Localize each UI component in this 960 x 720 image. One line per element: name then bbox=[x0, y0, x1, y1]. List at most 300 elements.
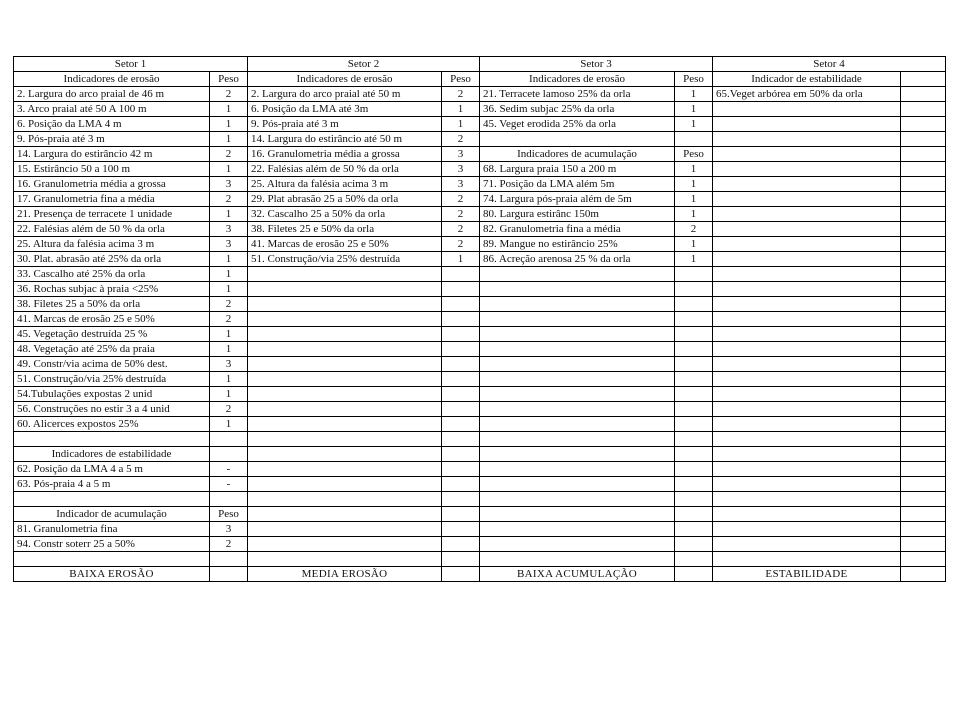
indicator-cell: 41. Marcas de erosão 25 e 50% bbox=[14, 312, 210, 327]
indicator-cell: 14. Largura do estirâncio até 50 m bbox=[248, 132, 442, 147]
indicator-cell: 62. Posição da LMA 4 a 5 m bbox=[14, 462, 210, 477]
weight-cell bbox=[901, 102, 946, 117]
weight-cell: 1 bbox=[210, 327, 248, 342]
weight-cell bbox=[675, 507, 713, 522]
indicator-cell bbox=[713, 102, 901, 117]
indicator-cell bbox=[14, 432, 210, 447]
weight-cell bbox=[442, 342, 480, 357]
indicator-cell bbox=[480, 342, 675, 357]
indicator-cell: 94. Constr soterr 25 a 50% bbox=[14, 537, 210, 552]
table-row bbox=[14, 192, 946, 207]
indicator-cell bbox=[248, 387, 442, 402]
table-row bbox=[14, 162, 946, 177]
weight-cell: Peso bbox=[210, 72, 248, 87]
weight-cell bbox=[901, 447, 946, 462]
indicator-cell bbox=[248, 552, 442, 567]
weight-cell bbox=[675, 372, 713, 387]
indicator-cell: 2. Largura do arco praial até 50 m bbox=[248, 87, 442, 102]
indicator-cell bbox=[480, 387, 675, 402]
weight-cell bbox=[675, 357, 713, 372]
weight-cell bbox=[901, 237, 946, 252]
indicator-cell: 89. Mangue no estirâncio 25% bbox=[480, 237, 675, 252]
indicator-cell bbox=[480, 462, 675, 477]
weight-cell: 1 bbox=[675, 102, 713, 117]
indicator-cell: 16. Granulometria média a grossa bbox=[248, 147, 442, 162]
weight-cell: Peso bbox=[675, 147, 713, 162]
weight-cell: Peso bbox=[675, 72, 713, 87]
weight-cell: 3 bbox=[210, 237, 248, 252]
indicator-cell bbox=[713, 552, 901, 567]
sector-header-row bbox=[14, 57, 946, 72]
weight-cell bbox=[675, 567, 713, 582]
indicator-cell: 3. Arco praial até 50 A 100 m bbox=[14, 102, 210, 117]
sector-classification: ESTABILIDADE bbox=[713, 567, 901, 582]
indicator-cell bbox=[248, 357, 442, 372]
table-row bbox=[14, 207, 946, 222]
weight-cell: 1 bbox=[442, 252, 480, 267]
weight-cell bbox=[675, 282, 713, 297]
table-row bbox=[14, 492, 946, 507]
weight-cell: 1 bbox=[675, 207, 713, 222]
weight-cell bbox=[901, 87, 946, 102]
weight-cell bbox=[901, 507, 946, 522]
indicator-cell bbox=[713, 222, 901, 237]
weight-cell bbox=[901, 522, 946, 537]
weight-cell bbox=[675, 132, 713, 147]
weight-cell: 1 bbox=[210, 132, 248, 147]
weight-cell: 1 bbox=[675, 177, 713, 192]
indicator-cell bbox=[713, 522, 901, 537]
weight-cell bbox=[901, 327, 946, 342]
weight-cell bbox=[901, 552, 946, 567]
indicator-cell bbox=[713, 297, 901, 312]
weight-cell: 1 bbox=[210, 252, 248, 267]
weight-cell bbox=[442, 417, 480, 432]
indicator-cell bbox=[248, 522, 442, 537]
indicator-cell: 45. Vegetação destruída 25 % bbox=[14, 327, 210, 342]
weight-cell bbox=[442, 312, 480, 327]
weight-cell bbox=[675, 267, 713, 282]
indicator-cell bbox=[480, 372, 675, 387]
weight-cell: 1 bbox=[675, 162, 713, 177]
weight-cell: 2 bbox=[442, 192, 480, 207]
weight-cell bbox=[901, 177, 946, 192]
weight-cell bbox=[675, 387, 713, 402]
weight-cell bbox=[901, 222, 946, 237]
weight-cell: 2 bbox=[442, 87, 480, 102]
weight-cell: 1 bbox=[210, 282, 248, 297]
weight-cell bbox=[675, 537, 713, 552]
indicator-cell: 21. Presença de terracete 1 unidade bbox=[14, 207, 210, 222]
weight-cell: 2 bbox=[210, 87, 248, 102]
sector-classification: BAIXA EROSÃO bbox=[14, 567, 210, 582]
indicator-cell bbox=[713, 447, 901, 462]
weight-cell: 2 bbox=[442, 132, 480, 147]
weight-cell bbox=[210, 432, 248, 447]
weight-cell bbox=[442, 522, 480, 537]
weight-cell bbox=[901, 342, 946, 357]
weight-cell: 1 bbox=[675, 87, 713, 102]
indicator-cell: 36. Rochas subjac à praia <25% bbox=[14, 282, 210, 297]
weight-cell bbox=[442, 552, 480, 567]
indicator-cell: 60. Alicerces expostos 25% bbox=[14, 417, 210, 432]
table-row bbox=[14, 417, 946, 432]
weight-cell bbox=[442, 447, 480, 462]
indicator-cell: 74. Largura pós-praia além de 5m bbox=[480, 192, 675, 207]
weight-cell bbox=[675, 552, 713, 567]
weight-cell bbox=[442, 282, 480, 297]
indicator-cell bbox=[480, 402, 675, 417]
indicator-cell bbox=[713, 327, 901, 342]
weight-cell bbox=[901, 432, 946, 447]
table-row bbox=[14, 132, 946, 147]
indicator-cell bbox=[713, 192, 901, 207]
weight-cell bbox=[901, 132, 946, 147]
weight-cell: 2 bbox=[210, 537, 248, 552]
indicator-cell bbox=[248, 462, 442, 477]
weight-cell: Peso bbox=[210, 507, 248, 522]
weight-cell bbox=[442, 507, 480, 522]
weight-cell bbox=[442, 492, 480, 507]
indicator-cell: 16. Granulometria média a grossa bbox=[14, 177, 210, 192]
table-row bbox=[14, 297, 946, 312]
indicator-cell bbox=[480, 297, 675, 312]
weight-cell: 1 bbox=[210, 102, 248, 117]
indicator-cell bbox=[713, 207, 901, 222]
indicator-cell: 82. Granulometria fina a média bbox=[480, 222, 675, 237]
table-row bbox=[14, 237, 946, 252]
table-row bbox=[14, 522, 946, 537]
classification-row bbox=[14, 567, 946, 582]
weight-cell bbox=[675, 462, 713, 477]
indicator-cell bbox=[713, 507, 901, 522]
indicator-cell bbox=[480, 432, 675, 447]
indicator-cell bbox=[248, 372, 442, 387]
weight-cell: 3 bbox=[210, 522, 248, 537]
indicator-cell bbox=[713, 357, 901, 372]
indicator-cell: 6. Posição da LMA 4 m bbox=[14, 117, 210, 132]
indicator-cell: 38. Filetes 25 a 50% da orla bbox=[14, 297, 210, 312]
weight-cell bbox=[210, 567, 248, 582]
weight-cell bbox=[442, 387, 480, 402]
weight-cell bbox=[675, 417, 713, 432]
indicator-cell: 15. Estirâncio 50 a 100 m bbox=[14, 162, 210, 177]
weight-cell: 3 bbox=[442, 162, 480, 177]
table-row bbox=[14, 147, 946, 162]
table-row bbox=[14, 462, 946, 477]
indicator-cell bbox=[713, 402, 901, 417]
weight-cell: 3 bbox=[210, 357, 248, 372]
sector-classification: MEDIA EROSÃO bbox=[248, 567, 442, 582]
weight-cell bbox=[442, 357, 480, 372]
weight-cell bbox=[675, 522, 713, 537]
indicator-cell: 65.Veget arbórea em 50% da orla bbox=[713, 87, 901, 102]
table-row bbox=[14, 507, 946, 522]
weight-cell bbox=[901, 372, 946, 387]
indicator-cell bbox=[480, 507, 675, 522]
indicator-cell bbox=[248, 282, 442, 297]
weight-cell bbox=[901, 282, 946, 297]
indicator-cell: 63. Pós-praia 4 a 5 m bbox=[14, 477, 210, 492]
indicator-cell bbox=[480, 537, 675, 552]
table-row bbox=[14, 252, 946, 267]
weight-cell: 3 bbox=[210, 177, 248, 192]
indicator-cell bbox=[713, 237, 901, 252]
section-heading: Indicadores de erosão bbox=[248, 72, 442, 87]
weight-cell bbox=[901, 297, 946, 312]
weight-cell bbox=[901, 492, 946, 507]
weight-cell bbox=[442, 477, 480, 492]
table-row bbox=[14, 222, 946, 237]
weight-cell bbox=[901, 387, 946, 402]
weight-cell bbox=[901, 312, 946, 327]
weight-cell: 1 bbox=[210, 207, 248, 222]
weight-cell: 1 bbox=[210, 387, 248, 402]
indicator-cell: 9. Pós-praia até 3 m bbox=[14, 132, 210, 147]
section-heading: Indicadores de acumulação bbox=[480, 147, 675, 162]
table-row bbox=[14, 477, 946, 492]
weight-cell: 2 bbox=[210, 297, 248, 312]
indicator-cell: 14. Largura do estirâncio 42 m bbox=[14, 147, 210, 162]
indicator-cell: 80. Largura estirânc 150m bbox=[480, 207, 675, 222]
weight-cell bbox=[901, 357, 946, 372]
weight-cell bbox=[675, 402, 713, 417]
indicator-cell bbox=[248, 507, 442, 522]
indicator-cell bbox=[248, 327, 442, 342]
table-row bbox=[14, 447, 946, 462]
weight-cell: 2 bbox=[442, 222, 480, 237]
weight-cell: 2 bbox=[442, 237, 480, 252]
table-row bbox=[14, 552, 946, 567]
weight-cell: 1 bbox=[210, 162, 248, 177]
indicator-table bbox=[13, 56, 946, 582]
weight-cell bbox=[901, 537, 946, 552]
weight-cell: 1 bbox=[210, 117, 248, 132]
indicator-cell: 32. Cascalho 25 a 50% da orla bbox=[248, 207, 442, 222]
section-heading: Indicadores de estabilidade bbox=[14, 447, 210, 462]
weight-cell: - bbox=[210, 477, 248, 492]
weight-cell: 2 bbox=[675, 222, 713, 237]
sector-title: Setor 2 bbox=[248, 57, 480, 72]
indicator-cell: 68. Largura praia 150 a 200 m bbox=[480, 162, 675, 177]
weight-cell bbox=[210, 447, 248, 462]
table-row bbox=[14, 267, 946, 282]
weight-cell bbox=[675, 297, 713, 312]
indicator-cell: 51. Construção/via 25% destruída bbox=[14, 372, 210, 387]
indicator-cell bbox=[713, 312, 901, 327]
indicator-cell: 81. Granulometria fina bbox=[14, 522, 210, 537]
indicator-cell bbox=[713, 462, 901, 477]
table-row bbox=[14, 342, 946, 357]
indicator-cell: 30. Plat. abrasão até 25% da orla bbox=[14, 252, 210, 267]
indicator-cell bbox=[480, 492, 675, 507]
sector-title: Setor 1 bbox=[14, 57, 248, 72]
indicator-cell: 29. Plat abrasão 25 a 50% da orla bbox=[248, 192, 442, 207]
weight-cell bbox=[901, 462, 946, 477]
section-heading: Indicador de acumulação bbox=[14, 507, 210, 522]
sector-title: Setor 3 bbox=[480, 57, 713, 72]
table-row bbox=[14, 312, 946, 327]
weight-cell bbox=[675, 342, 713, 357]
weight-cell bbox=[442, 402, 480, 417]
table-row bbox=[14, 402, 946, 417]
indicator-cell bbox=[248, 312, 442, 327]
indicator-cell bbox=[480, 327, 675, 342]
indicator-cell bbox=[713, 417, 901, 432]
weight-cell: 2 bbox=[210, 192, 248, 207]
weight-cell bbox=[901, 162, 946, 177]
weight-cell bbox=[675, 447, 713, 462]
indicator-cell: 49. Constr/via acima de 50% dest. bbox=[14, 357, 210, 372]
table-row bbox=[14, 327, 946, 342]
indicator-cell: 22. Falésias além de 50 % da orla bbox=[14, 222, 210, 237]
table-row bbox=[14, 432, 946, 447]
table-row bbox=[14, 72, 946, 87]
table-row bbox=[14, 87, 946, 102]
indicator-cell: 38. Filetes 25 e 50% da orla bbox=[248, 222, 442, 237]
indicator-cell bbox=[713, 372, 901, 387]
indicator-cell: 25. Altura da falésia acima 3 m bbox=[14, 237, 210, 252]
weight-cell bbox=[901, 207, 946, 222]
indicator-cell bbox=[713, 132, 901, 147]
weight-cell: 3 bbox=[442, 177, 480, 192]
indicator-cell bbox=[480, 132, 675, 147]
indicator-cell bbox=[713, 282, 901, 297]
weight-cell bbox=[210, 552, 248, 567]
indicator-cell bbox=[713, 537, 901, 552]
sector-classification: BAIXA ACUMULAÇÃO bbox=[480, 567, 675, 582]
indicator-cell: 56. Construções no estir 3 a 4 unid bbox=[14, 402, 210, 417]
indicator-cell bbox=[713, 252, 901, 267]
table-row bbox=[14, 177, 946, 192]
indicator-cell bbox=[248, 477, 442, 492]
weight-cell bbox=[675, 492, 713, 507]
indicator-cell bbox=[248, 342, 442, 357]
weight-cell: 2 bbox=[210, 402, 248, 417]
table-row bbox=[14, 282, 946, 297]
indicator-cell bbox=[248, 297, 442, 312]
indicator-cell bbox=[480, 312, 675, 327]
indicator-cell bbox=[713, 177, 901, 192]
weight-cell bbox=[442, 372, 480, 387]
weight-cell bbox=[901, 567, 946, 582]
indicator-cell bbox=[14, 492, 210, 507]
indicator-cell bbox=[713, 432, 901, 447]
weight-cell: Peso bbox=[442, 72, 480, 87]
weight-cell: 2 bbox=[442, 207, 480, 222]
weight-cell: 1 bbox=[210, 342, 248, 357]
weight-cell bbox=[675, 327, 713, 342]
indicator-cell bbox=[248, 492, 442, 507]
weight-cell bbox=[675, 432, 713, 447]
table-row bbox=[14, 372, 946, 387]
indicator-cell bbox=[248, 537, 442, 552]
weight-cell bbox=[901, 477, 946, 492]
weight-cell bbox=[675, 477, 713, 492]
indicator-cell: 51. Construção/via 25% destruída bbox=[248, 252, 442, 267]
weight-cell bbox=[442, 297, 480, 312]
indicator-cell bbox=[248, 432, 442, 447]
indicator-cell bbox=[480, 267, 675, 282]
indicator-cell: 6. Posição da LMA até 3m bbox=[248, 102, 442, 117]
weight-cell bbox=[901, 147, 946, 162]
indicator-cell: 2. Largura do arco praial de 46 m bbox=[14, 87, 210, 102]
indicator-cell bbox=[480, 477, 675, 492]
weight-cell bbox=[442, 537, 480, 552]
indicator-cell: 9. Pós-praia até 3 m bbox=[248, 117, 442, 132]
indicator-cell bbox=[14, 552, 210, 567]
table-row bbox=[14, 102, 946, 117]
indicator-cell: 25. Altura da falésia acima 3 m bbox=[248, 177, 442, 192]
indicator-cell: 21. Terracete lamoso 25% da orla bbox=[480, 87, 675, 102]
indicator-cell: 17. Granulometria fina a média bbox=[14, 192, 210, 207]
indicator-cell bbox=[480, 282, 675, 297]
weight-cell: 2 bbox=[210, 312, 248, 327]
weight-cell: 1 bbox=[675, 237, 713, 252]
indicator-cell: 71. Posição da LMA além 5m bbox=[480, 177, 675, 192]
table-row bbox=[14, 387, 946, 402]
indicator-cell bbox=[480, 522, 675, 537]
indicator-cell: 48. Vegetação até 25% da praia bbox=[14, 342, 210, 357]
weight-cell bbox=[901, 252, 946, 267]
indicator-cell: 22. Falésias além de 50 % da orla bbox=[248, 162, 442, 177]
indicator-cell bbox=[713, 342, 901, 357]
indicator-cell bbox=[713, 267, 901, 282]
weight-cell: 1 bbox=[442, 102, 480, 117]
weight-cell bbox=[901, 417, 946, 432]
indicator-cell bbox=[480, 552, 675, 567]
weight-cell: 1 bbox=[675, 192, 713, 207]
indicator-cell bbox=[713, 387, 901, 402]
indicator-cell bbox=[480, 357, 675, 372]
weight-cell: 1 bbox=[210, 417, 248, 432]
table-row bbox=[14, 537, 946, 552]
indicator-cell bbox=[480, 417, 675, 432]
weight-cell bbox=[442, 432, 480, 447]
weight-cell bbox=[442, 462, 480, 477]
indicator-cell bbox=[480, 447, 675, 462]
weight-cell: 2 bbox=[210, 147, 248, 162]
indicator-cell: 45. Veget erodida 25% da orla bbox=[480, 117, 675, 132]
indicator-cell: 36. Sedim subjac 25% da orla bbox=[480, 102, 675, 117]
indicator-cell bbox=[713, 147, 901, 162]
weight-cell bbox=[901, 192, 946, 207]
weight-cell: 3 bbox=[210, 222, 248, 237]
weight-cell bbox=[901, 72, 946, 87]
weight-cell: 1 bbox=[675, 117, 713, 132]
weight-cell bbox=[901, 267, 946, 282]
weight-cell: - bbox=[210, 462, 248, 477]
weight-cell bbox=[901, 117, 946, 132]
table-row bbox=[14, 117, 946, 132]
indicator-cell: 33. Cascalho até 25% da orla bbox=[14, 267, 210, 282]
weight-cell bbox=[442, 267, 480, 282]
indicator-cell bbox=[248, 417, 442, 432]
section-heading: Indicadores de erosão bbox=[480, 72, 675, 87]
weight-cell: 3 bbox=[442, 147, 480, 162]
weight-cell: 1 bbox=[442, 117, 480, 132]
weight-cell: 1 bbox=[675, 252, 713, 267]
section-heading: Indicadores de erosão bbox=[14, 72, 210, 87]
weight-cell bbox=[901, 402, 946, 417]
indicator-cell: 41. Marcas de erosão 25 e 50% bbox=[248, 237, 442, 252]
sector-title: Setor 4 bbox=[713, 57, 946, 72]
weight-cell bbox=[210, 492, 248, 507]
indicator-cell bbox=[713, 162, 901, 177]
indicator-cell: 86. Acreção arenosa 25 % da orla bbox=[480, 252, 675, 267]
indicator-cell: 54.Tubulações expostas 2 unid bbox=[14, 387, 210, 402]
weight-cell bbox=[442, 567, 480, 582]
